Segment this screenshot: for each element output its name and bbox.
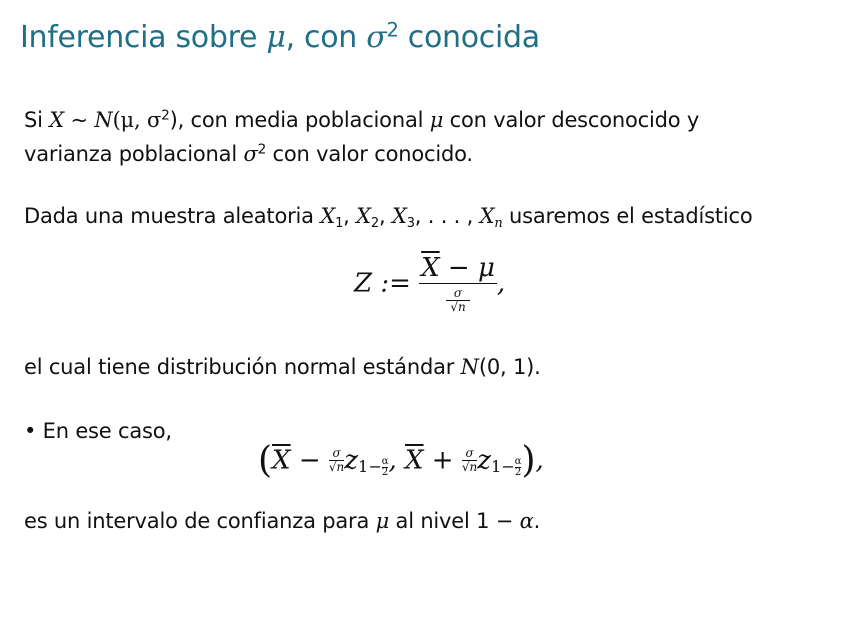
title-text-2: , con [285,20,367,55]
bullet-icon: • [24,419,37,443]
var-x: X [49,108,65,132]
z-fraction: $\frac{\overline{X} - \mu}{\frac{\sigma}{√n}}$ [421,253,495,314]
equation-z-statistic: Z := $\frac{\overline{X} - \mu}{\frac{\sigma}{√n}}$ , [354,253,506,314]
normal-symbol: N [94,108,113,132]
title-sigma-symbol: σ [366,20,387,55]
title-exponent: 2 [386,18,399,42]
paragraph-standard-normal: el cual tiene distribución normal estándar N(0, 1). [24,355,541,379]
paragraph-confidence-level: es un intervalo de confianza para μ al nivel 1 − α. [24,509,541,533]
title-mu-symbol: μ [266,20,286,55]
title-text-3: conocida [398,20,540,55]
paragraph-distribution: Si X ∼ N(μ, $\sigma^2$), con media poblacional μ con valor desconocido y varianza poblacional $\sigma^2$ con valor conocido. [24,107,700,166]
title-text: Inferencia sobre [20,20,267,55]
bullet-item: • En ese caso, [24,419,172,443]
paragraph-sample: Dada una muestra aleatoria $X_1$, $X_2$, $X_3$, . . . , $X_n$ usaremos el estadístico [24,204,753,231]
equation-confidence-interval: ($\overline{X}$ − $\frac{\sigma}{√n}$ $z_{1- \frac{\alpha}{2}}$ , $\overline{X}$ + $\frac{\sigma}{√n}$ $z_{1- \frac{\alpha}{2}}$ ), [258,440,544,481]
slide-title [20,20,540,55]
